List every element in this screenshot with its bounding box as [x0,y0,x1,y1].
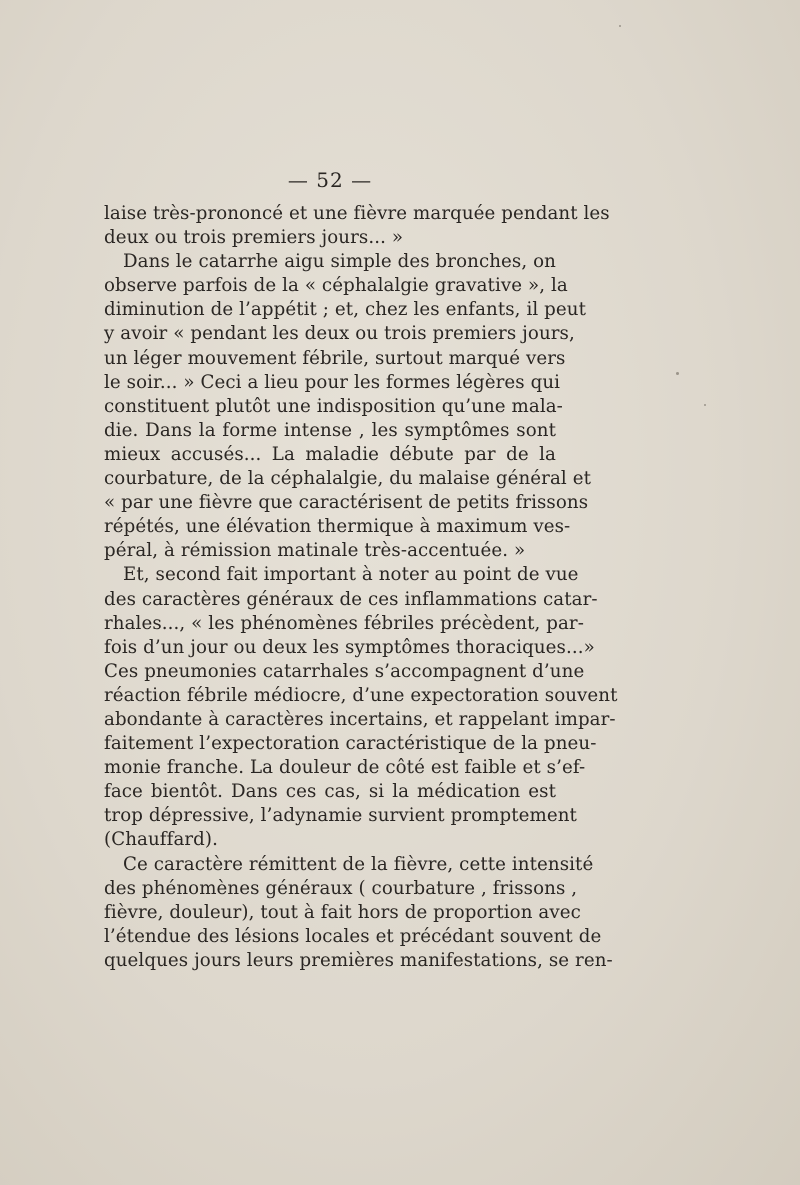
text-line: péral, à rémission matinale très-accentuée. » [104,540,526,562]
text-line: Ces pneumonies catarrhales s’accompagnent d’une [104,660,585,682]
text-line: Ce caractère rémittent de la fièvre, cette intensité [123,853,594,875]
page-number: — 52 — [287,168,373,192]
text-line: Et, second fait important à noter au point de vue [123,564,579,586]
body-text [104,202,618,973]
text-line: fièvre, douleur), tout à fait hors de proportion avec [104,901,581,923]
text-line: (Chauffard). [104,829,219,851]
text-line: monie franche. La douleur de côté est faible et s’ef- [104,757,586,779]
text-line: deux ou trois premiers jours... » [104,227,404,249]
text-line: le soir... » Ceci a lieu pour les formes légères qui [104,371,561,393]
text-line: die. Dans la forme intense , les symptômes sont [104,419,556,441]
text-line: courbature, de la céphalalgie, du malaise général et [104,468,591,490]
text-line: quelques jours leurs premières manifestations, se ren- [104,949,613,971]
text-line: rhales..., « les phénomènes fébriles précèdent, par- [104,612,584,634]
text-line: y avoir « pendant les deux ou trois premiers jours, [104,323,575,345]
text-line: diminution de l’appétit ; et, chez les enfants, il peut [104,299,586,321]
text-line: abondante à caractères incertains, et rappelant impar- [104,708,616,730]
text-line: fois d’un jour ou deux les symptômes thoraciques...» [104,636,595,658]
text-line: faitement l’expectoration caractéristique de la pneu- [104,733,597,755]
text-line: observe parfois de la « céphalalgie gravative », la [104,275,568,297]
text-line: mieux accusés... La maladie débute par de la [104,443,556,465]
text-line: un léger mouvement fébrile, surtout marqué vers [104,347,566,369]
paper-speck [704,404,706,406]
paper-speck [619,25,621,27]
text-line: laise très-prononcé et une fièvre marquée pendant les [104,203,610,224]
text-line: « par une fièvre que caractérisent de petits frissons [104,492,589,514]
text-line: Dans le catarrhe aigu simple des bronches, on [123,251,556,273]
text-line: constituent plutôt une indisposition qu’une mala- [104,395,563,417]
text-line: des caractères généraux de ces inflammations catar- [104,588,598,610]
text-line: répétés, une élévation thermique à maximum ves- [104,516,571,538]
text-line: l’étendue des lésions locales et précédant souvent de [104,925,602,947]
paper-speck [676,372,679,375]
text-line: face bientôt. Dans ces cas, si la médication est [104,781,556,803]
text-line: réaction fébrile médiocre, d’une expectoration souvent [104,684,618,706]
text-line: des phénomènes généraux ( courbature , frissons , [104,877,578,899]
text-line: trop dépressive, l’adynamie survient promptement [104,805,577,827]
